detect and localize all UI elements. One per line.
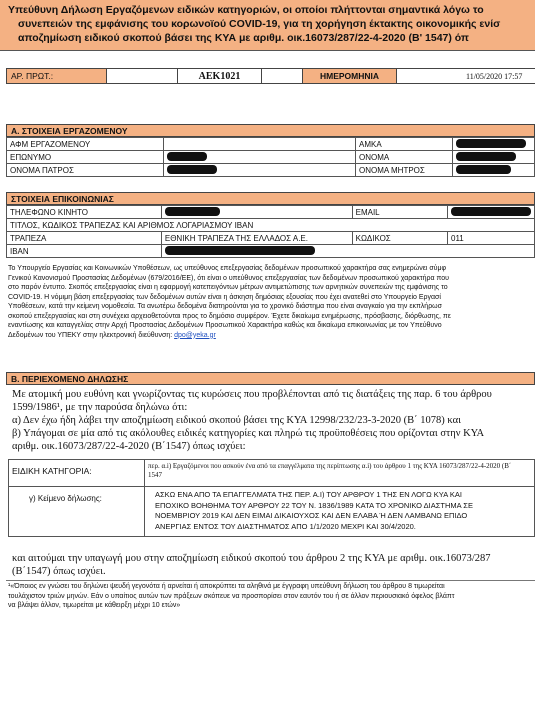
document-header (0, 0, 535, 51)
footnote-divider (6, 580, 535, 581)
protocol-label: ΑΡ. ΠΡΩΤ.: (7, 69, 107, 83)
statement-line: ΑΣΚΩ ΕΝΑ ΑΠΟ ΤΑ ΕΠΑΓΓΕΛΜΑΤΑ ΤΗΣ ΠΕΡ. Α.Ι) ΤΟΥ ΑΡΘΡΟΥ 1 ΤΗΣ ΕΝ ΛΟΓΩ ΚΥΑ ΚΑΙ (155, 490, 463, 499)
declaration-request (12, 552, 535, 578)
protocol-number: ΑΕΚ1021 (177, 69, 262, 83)
header-line-2: συνεπειών της εμφάνισης του κορωνοϊού COVID-19, για τη χορήγηση έκτακτης οικονομικής ενίσ (18, 18, 501, 30)
redaction-mark (167, 165, 217, 174)
mother-label: ΟΝΟΜΑ ΜΗΤΡΟΣ (356, 164, 453, 177)
redaction-mark (456, 152, 516, 161)
declaration-line: αριθμ. οικ.16073/287/22-4-2020 (Β΄1547) όπως ισχύει: (12, 441, 246, 452)
code-label: ΚΩΔΙΚΟΣ (352, 232, 447, 245)
privacy-line: Το Υπουργείο Εργασίας και Κοινωνικών Υποθέσεων, ως υπεύθυνος επεξεργασίας δεδομένων προσωπικού χαρακτήρα σας ενημερώνει σύμφ (8, 265, 447, 272)
afm-label: ΑΦΜ ΕΡΓΑΖΟΜΕΝΟΥ (7, 138, 164, 151)
privacy-line: στο παρόν έντυπο. Σκοπός επεξεργασίας είναι η εφαρμογή κατεπειγόντων μέτρων αντιμετώπισης των αρνητικών συνεπειών της εμφάνισης το (8, 284, 448, 291)
phone-label: ΤΗΛΕΦΩΝΟ ΚΙΝΗΤΟ (7, 206, 162, 219)
amka-label: ΑΜΚΑ (356, 138, 453, 151)
declaration-line: Με ατομική μου ευθύνη και γνωρίζοντας τις κυρώσεις που προβλέπονται από τις διατάξεις της παρ. 6 του άρθρου (12, 389, 492, 400)
statement-text (144, 487, 535, 536)
email-value (448, 206, 535, 219)
declaration-line: β) Υπάγομαι σε μία από τις ακόλουθες ειδικές κατηγορίες και πληρώ τις προϋποθέσεις που ορίζονται στην ΚΥΑ (12, 428, 485, 439)
redaction-mark (456, 165, 511, 174)
date-label: ΗΜΕΡΟΜΗΝΙΑ (302, 69, 397, 83)
code-value: 011 (448, 232, 535, 245)
category-value (144, 460, 535, 486)
statement-label: γ) Κείμενο δήλωσης: (29, 494, 102, 503)
privacy-line: εναντίωσης και καταγγελίας στην Αρχή Προστασίας Δεδομένων Προσωπικού Χαρακτήρα καθώς και δικαίωμα επικοινωνίας με τον Υπεύθυνο (8, 322, 442, 329)
privacy-line: Δεδομένων του ΥΠΕΚΥ στην ηλεκτρονική διεύθυνση: (8, 331, 173, 339)
contact-table (6, 205, 535, 258)
privacy-line: COVID-19. Η νόμιμη βάση επεξεργασίας των δεδομένων αυτών είναι η άσκηση δημόσιας εξουσίας που έχει ανατεθεί στο Υπουργείο Εργασί (8, 293, 441, 301)
privacy-line: Γενικού Κανονισμού Προστασίας Δεδομένων (679/2016/ΕΕ), ότι είναι ο υπεύθυνος επεξεργασίας των δεδομένων προσωπικού χαρακτήρα που (8, 274, 449, 282)
footnote (8, 582, 535, 611)
header-line-3: αποζημίωση ειδικού σκοπού βάσει της ΚΥΑ με αριθμ. οικ.16073/287/22-4-2020 (Β' 1547) όπ (18, 32, 469, 44)
redaction-mark (167, 152, 207, 161)
name-label: ΟΝΟΜΑ (356, 151, 453, 164)
spacer (107, 69, 177, 83)
statement-line: ΑΝΕΡΓΙΑΣ ΕΝΤΟΣ ΤΟΥ ΔΙΑΣΤΗΜΑΤΟΣ ΑΠΟ 1/1/2020 ΜΕΧΡΙ ΚΑΙ 30/4/2020. (155, 521, 416, 531)
section-a-title: Α. ΣΤΟΙΧΕΙΑ ΕΡΓΑΖΟΜΕΝΟΥ (6, 124, 535, 137)
employee-table (6, 137, 535, 177)
mother-value (453, 164, 535, 177)
category-box (8, 459, 535, 487)
section-b-title: Β. ΠΕΡΙΕΧΟΜΕΝΟ ΔΗΛΩΣΗΣ (6, 372, 535, 385)
protocol-row (6, 68, 535, 84)
declaration-line: (Β΄1547) όπως ισχύει. (12, 566, 106, 577)
statement-line: ΕΠΟΧΙΚΟ ΒΟΗΘΗΜΑ ΤΟΥ ΑΡΘΡΟΥ 22 ΤΟΥ Ν. 1836/1989 ΚΑΤΑ ΤΟ ΧΡΟΝΙΚΟ ΔΙΑΣΤΗΜΑ ΣΕ (155, 500, 473, 510)
declaration-line: α) Δεν έχω ήδη λάβει την αποζημίωση ειδικού σκοπού βάσει της ΚΥΑ 12998/232/23-3-2020 (Β΄ 1078) και (12, 415, 461, 426)
category-label: ΕΙΔΙΚΗ ΚΑΤΗΓΟΡΙΑ: (12, 466, 92, 476)
surname-value (164, 151, 356, 164)
declaration-line: 1599/1986¹, με την παρούσα δηλώνω ότι: (12, 402, 188, 413)
statement-line: ΝΟΕΜΒΡΙΟΥ 2019 ΚΑΙ ΔΕΝ ΕΙΜΑΙ ΔΙΚΑΙΟΥΧΟΣ ΚΑΙ ΔΕΝ ΕΛΑΒΑ Ή ΔΕΝ ΛΑΜΒΑΝΩ ΕΠΙΔΟ (155, 511, 468, 520)
statement-box (8, 487, 535, 537)
bank-value: ΕΘΝΙΚΗ ΤΡΑΠΕΖΑ ΤΗΣ ΕΛΛΑΔΟΣ Α.Ε. (161, 232, 352, 245)
privacy-notice (8, 264, 535, 340)
father-label: ΟΝΟΜΑ ΠΑΤΡΟΣ (7, 164, 164, 177)
email-label: EMAIL (352, 206, 447, 219)
surname-label: ΕΠΩΝΥΜΟ (7, 151, 164, 164)
iban-value (161, 245, 534, 258)
category-value-line: περ. α.i) Εργαζόμενοι που ασκούν ένα από τα επαγγέλματα της περίπτωσης α.i) του άρθρου 1 της ΚΥΑ 16073/287/22-4-2020 (Β΄ (148, 462, 512, 470)
redaction-mark (456, 139, 526, 148)
father-value (164, 164, 356, 177)
dpo-email-link[interactable]: dpo@yeka.gr (174, 331, 216, 339)
iban-label: IBAN (7, 245, 162, 258)
header-line-1: Υπεύθυνη Δήλωση Εργαζόμενων ειδικών κατηγοριών, οι οποίοι πλήττονται σημαντικά λόγω το (8, 4, 484, 16)
privacy-line: Υποθέσεων, κατά την κείμενη νομοθεσία. Τα ανωτέρω δεδομένα διατηρούνται για το χρονικό διάστημα που είναι αναγκαίο για την εκπλήρωσ (8, 303, 442, 310)
privacy-line: σκοπού επεξεργασίας και στη συνέχεια αρχειοθετούνται προς το δημόσιο συμφέρον. Έχετε δικαίωμα ενημέρωσης, πρόσβασης, διόρθωσης, πε (8, 312, 451, 320)
declaration-line: και αιτούμαι την υπαγωγή μου στην αποζημίωση ειδικού σκοπού του άρθρου 2 της ΚΥΑ με αριθμ. οικ.16073/287 (12, 553, 491, 564)
redaction-mark (165, 246, 315, 255)
category-value-line: 1547 (148, 471, 162, 479)
bank-title: ΤΙΤΛΟΣ, ΚΩΔΙΚΟΣ ΤΡΑΠΕΖΑΣ ΚΑΙ ΑΡΙΘΜΟΣ ΛΟΓΑΡΙΑΣΜΟΥ IBAN (7, 219, 535, 232)
amka-value (453, 138, 535, 151)
name-value (453, 151, 535, 164)
contact-title: ΣΤΟΙΧΕΙΑ ΕΠΙΚΟΙΝΩΝΙΑΣ (6, 192, 535, 205)
phone-value (161, 206, 352, 219)
footnote-line: να βλάψει άλλον, τιμωρείται με κάθειρξη μέχρι 10 ετών» (8, 602, 181, 609)
footnote-line: τουλάχιστον τριών μηνών. Εάν ο υπαίτιος αυτών των πράξεων σκόπευε να προσπορίσει στον εαυτόν του ή σε άλλον περιουσιακό όφελος βλάπτ (8, 592, 455, 600)
date-value: 11/05/2020 17:57 (466, 71, 523, 81)
bank-label: ΤΡΑΠΕΖΑ (7, 232, 162, 245)
redaction-mark (451, 207, 531, 216)
footnote-line: ¹«Όποιος εν γνώσει του δηλώνει ψευδή γεγονότα ή αρνείται ή αποκρύπτει τα αληθινά με έγγραφη υπεύθυνη δήλωση του άρθρου 8 τιμωρείται (8, 583, 445, 590)
redaction-mark (165, 207, 220, 216)
declaration-intro (12, 388, 535, 453)
